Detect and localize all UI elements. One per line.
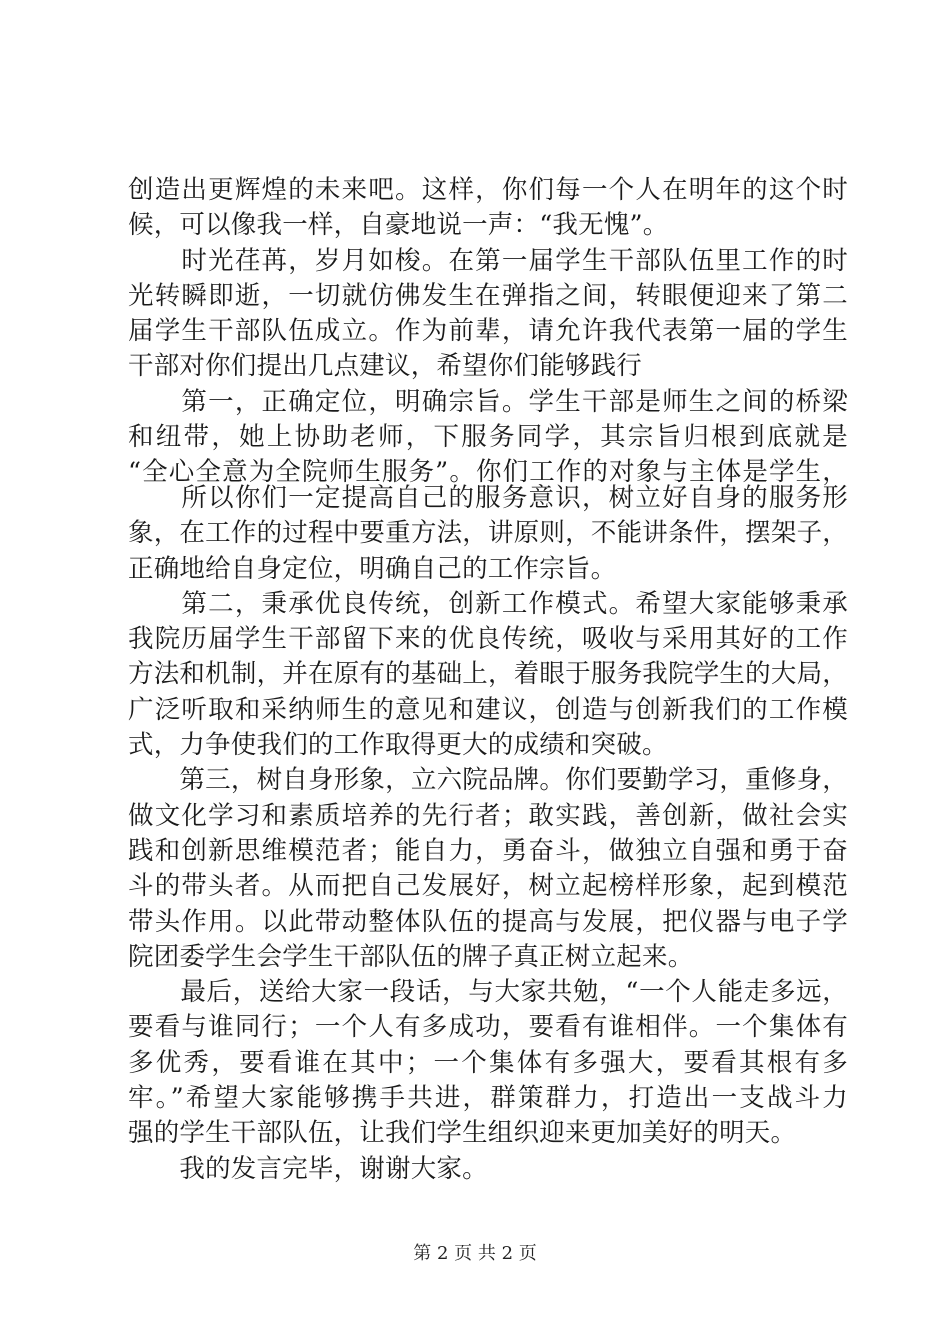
text-line: 式，力争使我们的工作取得更大的成绩和突破。 — [128, 730, 668, 761]
text-line: “全心全意为全院师生服务”。你们工作的对象与主体是学生， — [128, 457, 848, 488]
text-line: 斗的带头者。从而把自己发展好，树立起榜样形象，起到模范 — [128, 871, 848, 902]
page-number-footer: 第 2 页 共 2 页 — [413, 1243, 537, 1264]
text-line: 方法和机制，并在原有的基础上，着眼于服务我院学生的大局， — [128, 659, 848, 690]
text-line: 候，可以像我一样，自豪地说一声：“我无愧”。 — [128, 210, 669, 241]
text-line: 我院历届学生干部留下来的优良传统，吸收与采用其好的工作 — [128, 624, 848, 655]
text-line: 广泛听取和采纳师生的意见和建议，创造与创新我们的工作模 — [128, 694, 848, 725]
text-line: 践和创新思维模范者；能自力，勇奋斗，做独立自强和勇于奋 — [128, 835, 848, 866]
text-line: 院团委学生会学生干部队伍的牌子真正树立起来。 — [128, 941, 694, 972]
text-line: 时光荏苒，岁月如梭。在第一届学生干部队伍里工作的时 — [128, 245, 848, 276]
text-line: 象，在工作的过程中要重方法，讲原则，不能讲条件，摆架子， — [128, 518, 848, 549]
text-line: 最后，送给大家一段话，与大家共勉，“一个人能走多远， — [128, 977, 848, 1008]
body-text-block-1 — [128, 173, 848, 491]
text-line: 我的发言完毕，谢谢大家。 — [128, 1153, 488, 1184]
text-line: 做文化学习和素质培养的先行者；敢实践，善创新，做社会实 — [128, 800, 848, 831]
text-line: 和纽带，她上协助老师，下服务同学，其宗旨归根到底就是 — [128, 422, 848, 453]
text-line: 带头作用。以此带动整体队伍的提高与发展，把仪器与电子学 — [128, 906, 848, 937]
text-line: 要看与谁同行；一个人有多成功，要看有谁相伴。一个集体有 — [128, 1012, 848, 1043]
text-line: 光转瞬即逝，一切就仿佛发生在弹指之间，转眼便迎来了第二 — [128, 280, 848, 311]
text-line: 第一，正确定位，明确宗旨。学生干部是师生之间的桥梁 — [128, 386, 848, 417]
text-line: 届学生干部队伍成立。作为前辈，请允许我代表第一届的学生 — [128, 316, 848, 347]
text-line: 牢。”希望大家能够携手共进，群策群力，打造出一支战斗力 — [128, 1083, 848, 1114]
text-line: 第三，树自身形象，立六院品牌。你们要勤学习，重修身， — [128, 765, 848, 796]
text-line: 强的学生干部队伍，让我们学生组织迎来更加美好的明天。 — [128, 1118, 797, 1149]
text-line: 第二，秉承优良传统，创新工作模式。希望大家能够秉承 — [128, 588, 848, 619]
text-line: 多优秀，要看谁在其中；一个集体有多强大，要看其根有多 — [128, 1047, 848, 1078]
text-line: 所以你们一定提高自己的服务意识，树立好自身的服务形 — [128, 483, 848, 513]
body-text-block-2 — [128, 481, 848, 1187]
text-line: 干部对你们提出几点建议，希望你们能够践行 — [128, 351, 643, 382]
text-line: 创造出更辉煌的未来吧。这样，你们每一个人在明年的这个时 — [128, 175, 848, 205]
text-line: 正确地给自身定位，明确自己的工作宗旨。 — [128, 553, 617, 584]
